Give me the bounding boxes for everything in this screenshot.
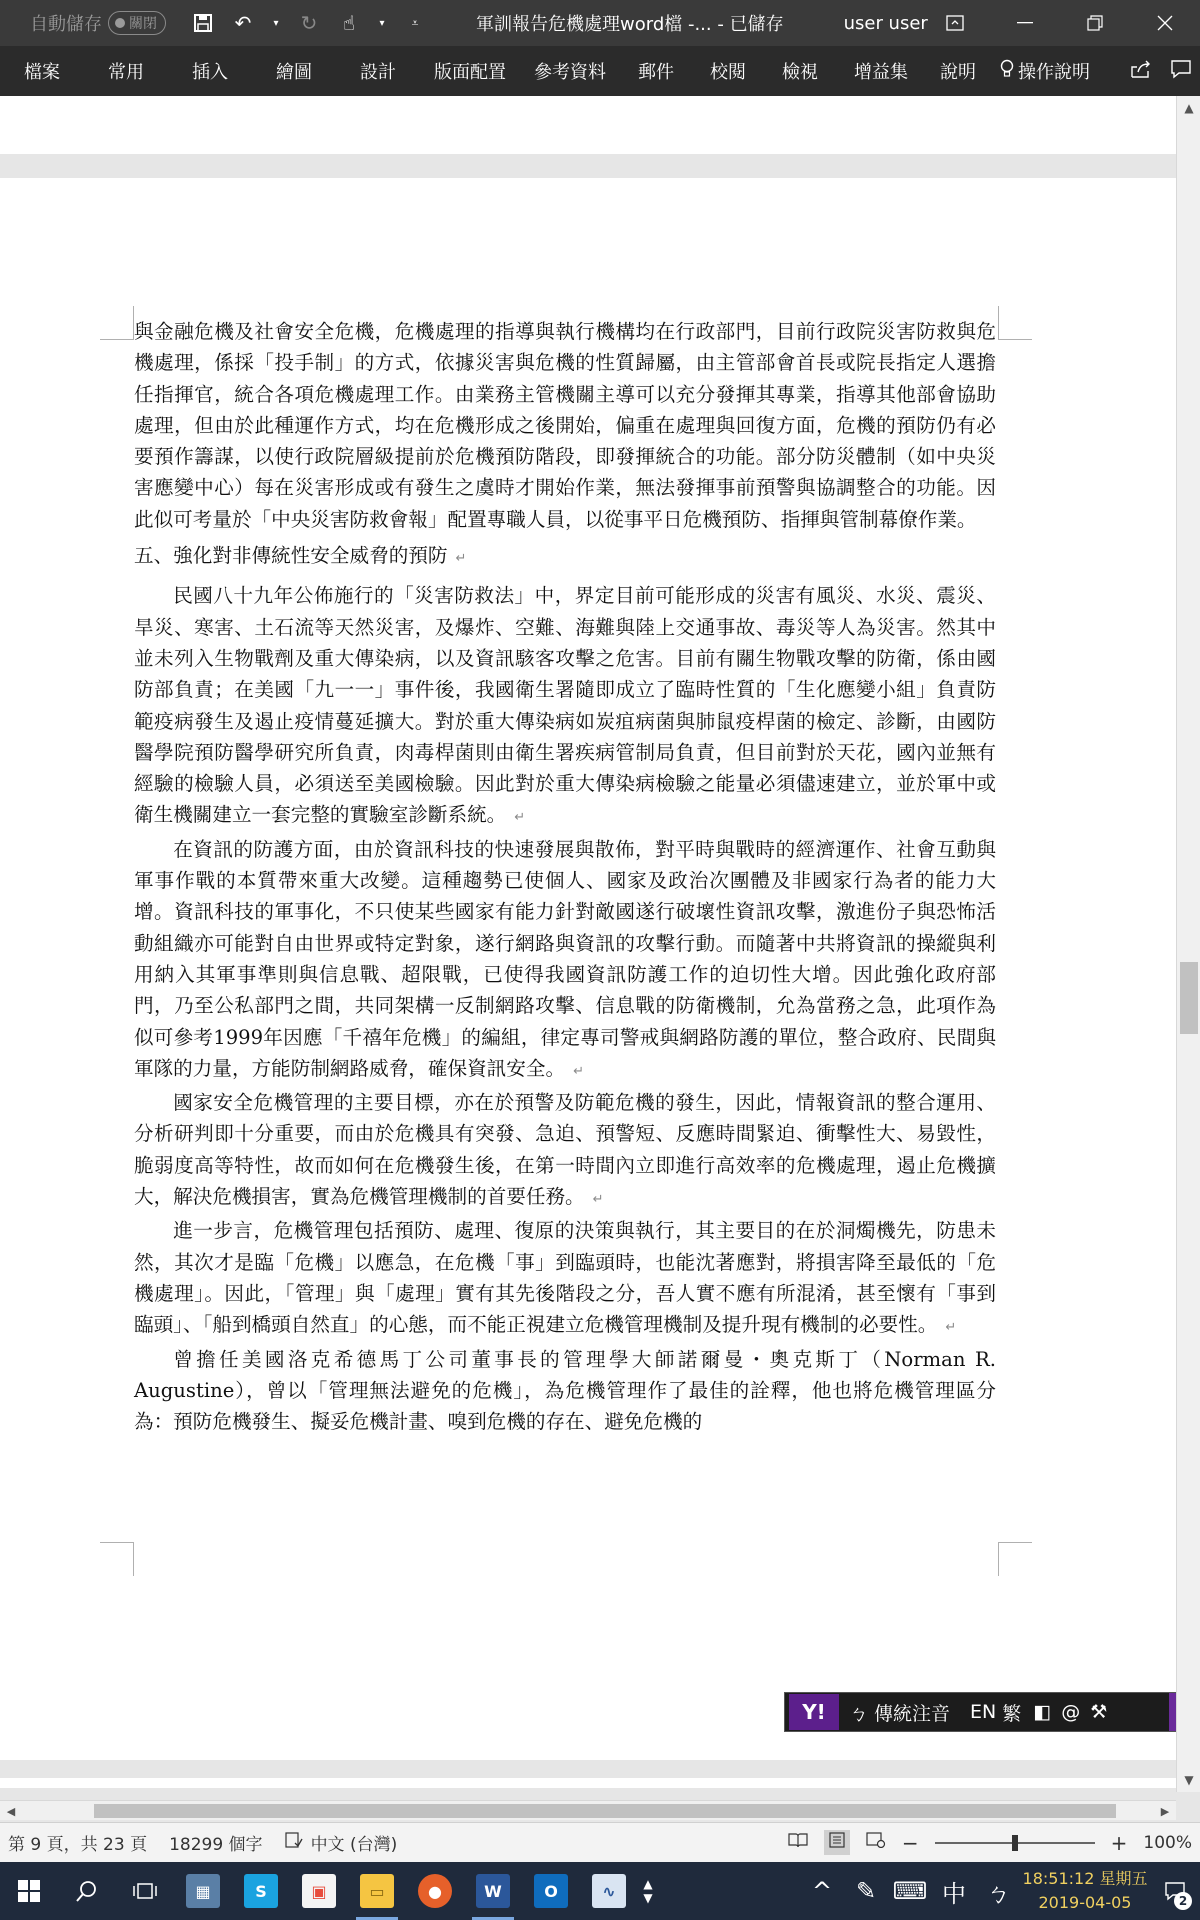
chart-app-icon: ∿ (592, 1874, 626, 1908)
undo-icon[interactable]: ↶ (234, 11, 252, 35)
next-page-top (0, 1778, 1176, 1788)
minimize-icon[interactable] (990, 0, 1060, 46)
notifications-icon[interactable] (1150, 1862, 1200, 1920)
keyboard-icon[interactable]: ⌨ (892, 1877, 928, 1905)
taskbar-scroll-icon[interactable]: ▲ ▼ (643, 1877, 653, 1905)
touch-mode-icon[interactable]: ☝ (342, 11, 356, 35)
paragraph-mark-icon: ↵ (945, 1320, 957, 1336)
paragraph[interactable]: 在資訊的防護方面，由於資訊科技的快速發展與散佈，對平時與戰時的經濟運作、社會互動與軍事作戰的本質帶來重大改變。這種趨勢已使個人、國家及政治次團體及非國家行為者的能力大增。資訊科技的軍事化，不只使某些國家有能力針對敵國遂行破壞性資訊攻擊，激進份子與恐怖活動組織亦可能對自由世界或特定對象，遂行網路與資訊的攻擊行動。而隨著中共將資訊的操縱與利用納入其軍事準則與信息戰、超限戰，已使得我國資訊防護工作的迫切性大增。因此強化政府部門，乃至公私部門之間，共同架構一反制網路攻擊、信息戰的防衛機制，允為當務之急，此項作為似可參考1999年因應「千禧年危機」的編組，律定專司警戒與網路防護的單位，整合政府、民間與軍隊的力量，方能防制網路威脅，確保資訊安全。 ↵ (134, 837, 996, 1080)
previous-page-bottom (0, 96, 1176, 154)
redo-icon[interactable]: ↻ (300, 11, 318, 35)
vertical-scroll-thumb[interactable] (1180, 962, 1198, 1034)
ime-bopomofo-icon[interactable]: ㄅ (986, 1879, 1010, 1908)
crop-mark (998, 1542, 1032, 1576)
at-icon[interactable]: @ (1061, 1701, 1081, 1723)
web-layout-icon[interactable] (866, 1832, 886, 1853)
autosave-toggle[interactable] (108, 11, 166, 35)
comments-icon[interactable] (1170, 59, 1192, 84)
share-icon[interactable] (1130, 59, 1152, 84)
tab-view[interactable]: 檢視 (782, 62, 818, 83)
s-app-icon: S (244, 1874, 278, 1908)
scroll-right-icon[interactable]: ▶ (1160, 1804, 1170, 1818)
horizontal-scroll-thumb[interactable] (94, 1804, 1116, 1818)
quick-access-toolbar (190, 10, 428, 36)
tab-design[interactable]: 設計 (360, 62, 396, 83)
ime-indicator[interactable]: 中 (942, 1879, 966, 1908)
document-title: 軍訓報告危機處理word檔 -... - 已儲存 (476, 14, 784, 35)
taskbar-app-store[interactable] (290, 1862, 348, 1920)
taskbar (0, 1862, 1200, 1920)
ribbon-display-icon[interactable] (920, 0, 990, 46)
taskbar-app-word[interactable] (464, 1862, 522, 1920)
folder-icon: ▭ (360, 1874, 394, 1908)
tools-icon[interactable]: ⚒ (1090, 1701, 1108, 1723)
taskbar-app-firefox[interactable] (406, 1862, 464, 1920)
pen-icon[interactable]: ✎ (855, 1877, 877, 1905)
zoom-slider[interactable] (935, 1842, 1095, 1844)
ime-lang[interactable]: EN (970, 1701, 997, 1723)
clock-date: 2019-04-05 (1038, 1893, 1132, 1912)
tab-home[interactable]: 常用 (108, 62, 144, 83)
view-and-zoom (788, 1830, 1192, 1855)
chevron-down-icon[interactable]: ▾ (273, 17, 279, 29)
horizontal-scrollbar[interactable] (0, 1800, 1176, 1820)
autosave-label: 自動儲存 (30, 14, 102, 35)
customize-qat-icon[interactable]: ⩡ (411, 15, 419, 30)
ime-charset[interactable]: 繁 (1002, 1702, 1022, 1725)
vertical-scrollbar[interactable] (1176, 96, 1200, 1792)
halfwidth-icon[interactable]: ◧ (1033, 1701, 1052, 1723)
tell-me-label: 操作說明 (1018, 62, 1090, 83)
ribbon-right-icons (1130, 59, 1192, 84)
tab-references[interactable]: 參考資料 (534, 62, 606, 83)
store-icon: ▣ (302, 1874, 336, 1908)
firefox-icon: ● (418, 1874, 452, 1908)
section-heading[interactable]: 五、強化對非傳統性安全威脅的預防 ↵ (134, 544, 467, 568)
clock[interactable] (1020, 1867, 1150, 1915)
paragraph-mark-icon: ↵ (573, 1063, 584, 1079)
paragraph[interactable]: 與金融危機及社會安全危機，危機處理的指導與執行機構均在行政部門，目前行政院災害防救與危機處理，係採「投手制」的方式，依據災害與危機的性質歸屬，由主管部會首長或院長指定人選擔任指揮官，統合各項危機處理工作。由業務主管機關主導可以充分發揮其專業，指導其他部會協助處理，但由於此種運作方式，均在危機形成之後開始，偏重在處理與回復方面，危機的預防仍有必要預作籌謀，以使行政院層級提前於危機預防階段，即發揮統合的功能。部分防災體制（如中央災害應變中心）每在災害形成或有發生之虞時才開始作業，無法發揮事前預警與協調整合的功能。因此似可考量於「中央災害防救會報」配置專職人員，以從事平日危機預防、指揮與管制幕僚作業。 (134, 320, 996, 531)
tab-layout[interactable]: 版面配置 (434, 62, 506, 83)
tab-addins[interactable]: 增益集 (854, 62, 908, 83)
tab-draw[interactable]: 繪圖 (276, 62, 312, 83)
ribbon-tabs (0, 46, 1200, 96)
title-bar (0, 0, 1200, 46)
paragraph-mark-icon: ↵ (514, 810, 526, 826)
network-app-icon: ▦ (186, 1874, 220, 1908)
chevron-up-icon[interactable]: ^ (811, 1877, 833, 1905)
window-controls (920, 0, 1200, 46)
print-layout-icon[interactable] (824, 1830, 850, 1855)
taskbar-app-s[interactable] (232, 1862, 290, 1920)
clock-time: 18:51:12 星期五 (1022, 1869, 1148, 1888)
autosave[interactable] (30, 10, 166, 36)
word-icon: W (476, 1874, 510, 1908)
zoom-level[interactable]: 100% (1143, 1832, 1192, 1853)
document-canvas[interactable] (0, 96, 1176, 1788)
tab-review[interactable]: 校閱 (710, 62, 746, 83)
document-body[interactable] (134, 316, 996, 1437)
status-bar (0, 1822, 1200, 1862)
crop-mark (100, 306, 134, 340)
word-count[interactable]: 18299 個字 (169, 1835, 263, 1855)
outlook-icon: O (534, 1874, 568, 1908)
autosave-state: 關閉 (129, 16, 157, 32)
tab-help[interactable]: 說明 (940, 62, 976, 83)
save-icon[interactable] (190, 10, 216, 36)
ime-mode[interactable]: ㄅ 傳統注音 (849, 1702, 951, 1725)
paragraph[interactable]: 國家安全危機管理的主要目標，亦在於預警及防範危機的發生，因此，情報資訊的整合運用、分析研判即十分重要，而由於危機具有突發、急迫、預警短、反應時間緊迫、衝擊性大、易毀性，脆弱度高等特性，故而如何在危機發生後，在第一時間內立即進行高效率的危機處理，遏止危機擴大，解決危機損害，實為危機管理機制的首要任務。 ↵ (134, 1091, 996, 1209)
crop-mark (998, 306, 1032, 340)
close-icon[interactable] (1130, 0, 1200, 46)
system-tray (800, 1862, 1200, 1920)
paragraph[interactable]: 進一步言，危機管理包括預防、處理、復原的決策與執行，其主要目的在於洞燭機先，防患未然，其次才是臨「危機」以應急，在危機「事」到臨頭時，也能沈著應對，將損害降至最低的「危機處理」。因此，「管理」與「處理」實有其先後階段之分，吾人實不應有所混淆，甚至懷有「事到臨頭」、「船到橋頭自然直」的心態，而不能正視建立危機管理機制及提升現有機制的必要性。 ↵ (134, 1219, 996, 1337)
paragraph[interactable]: 曾擔任美國洛克希德馬丁公司董事長的管理學大師諾爾曼・奧克斯丁（Norman R. Augustine），曾以「管理無法避免的危機」，為危機管理作了最佳的詮釋，他也將危機管理區分為：預防危機發生、擬妥危機計畫、嗅到危機的存在、避免危機的 (134, 1347, 996, 1434)
tab-insert[interactable]: 插入 (192, 62, 228, 83)
paragraph[interactable]: 民國八十九年公佈施行的「災害防救法」中，界定目前可能形成的災害有風災、水災、震災、旱災、寒害、土石流等天然災害，及爆炸、空難、海難與陸上交通事故、毒災等人為災害。然其中並未列入生物戰劑及重大傳染病，以及資訊駭客攻擊之危害。目前有關生物戰攻擊的防衛，係由國防部負責；在美國「九一一」事件後，我國衛生署隨即成立了臨時性質的「生化應變小組」負責防範疫病發生及遏止疫情蔓延擴大。對於重大傳染病如炭疽病菌與肺鼠疫桿菌的檢定、診斷，由國防醫學院預防醫學研究所負責，肉毒桿菌則由衛生署疾病管制局負責，但目前對於天花，國內並無有經驗的檢驗人員，必須送至美國檢驗。因此對於重大傳染病檢驗之能量必須儘速建立，並於軍中或衛生機關建立一套完整的實驗室診斷系統。 ↵ (134, 584, 996, 827)
scroll-left-icon[interactable]: ◀ (6, 1804, 16, 1818)
tab-file[interactable]: 檔案 (24, 62, 60, 83)
crop-mark (100, 1542, 134, 1576)
windows-start-icon[interactable] (0, 1862, 58, 1920)
yahoo-ime-logo[interactable]: Y! (789, 1694, 839, 1730)
lightbulb-icon (1000, 59, 1014, 84)
language[interactable]: 中文 (台灣) (310, 1835, 398, 1855)
taskbar-app-chart[interactable] (580, 1862, 638, 1920)
notification-count: 2 (1174, 1892, 1192, 1910)
read-mode-icon[interactable] (788, 1832, 808, 1853)
scroll-up-icon[interactable]: ▲ (1184, 101, 1194, 115)
proofing-icon[interactable] (285, 1832, 303, 1853)
page-count[interactable]: 第 9 頁，共 23 頁 (8, 1835, 148, 1855)
paragraph-mark-icon: ↵ (592, 1192, 604, 1208)
zoom-slider-knob[interactable] (1012, 1835, 1018, 1851)
zoom-out-icon[interactable]: − (901, 1830, 919, 1855)
taskbar-app-network[interactable] (174, 1862, 232, 1920)
taskbar-app-outlook[interactable] (522, 1862, 580, 1920)
tell-me-search[interactable] (990, 58, 1100, 84)
search-icon[interactable] (58, 1862, 116, 1920)
toggle-knob (115, 18, 125, 28)
user-name[interactable]: user user (843, 12, 928, 34)
taskbar-app-explorer[interactable] (348, 1862, 406, 1920)
document-page[interactable] (0, 178, 1176, 1760)
scroll-down-icon[interactable]: ▼ (1184, 1773, 1194, 1787)
zoom-in-icon[interactable]: + (1110, 1830, 1128, 1855)
task-view-icon[interactable] (116, 1862, 174, 1920)
ime-toolbar[interactable] (784, 1692, 1186, 1732)
paragraph-mark-icon: ↵ (455, 551, 467, 567)
restore-icon[interactable] (1060, 0, 1130, 46)
tab-mailings[interactable]: 郵件 (638, 62, 674, 83)
chevron-down-icon[interactable]: ▾ (379, 17, 385, 29)
